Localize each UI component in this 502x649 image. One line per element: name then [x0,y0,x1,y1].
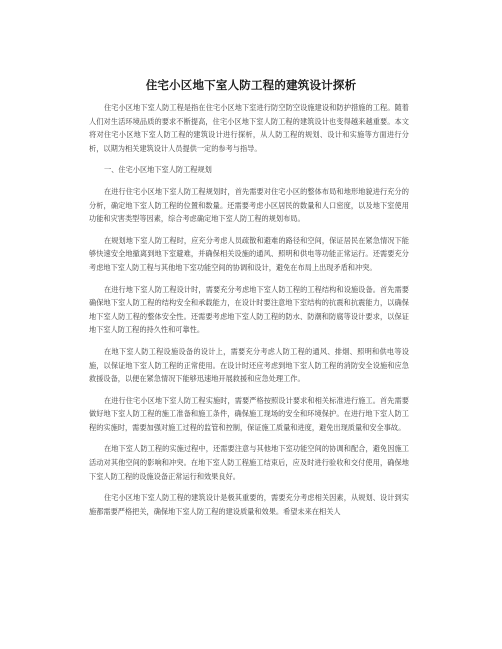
document-body [89,101,409,526]
document-title: 住宅小区地下室人防工程的建筑设计探析 [145,78,357,92]
paragraph-design-structure: 在进行地下室人防工程设计时，需要充分考虑地下室人防工程的工程结构和设施设备。首先需要确保地下室人防工程的结构安全和承载能力，在设计时要注意地下室结构的抗震和抗震能力，以确保地下室人防工程的整体安全性。还需要考虑地下室人防工程的防水、防潮和防腐等设计要求，以保证地下室人防工程的持久性和可靠性。 [89,284,409,335]
section-heading-planning: 一、住宅小区地下室人防工程规划 [104,165,212,175]
paragraph-implementation: 在进行住宅小区地下室人防工程实施时，需要严格按照设计要求和相关标准进行施工。首先需要做好地下室人防工程的施工准备和施工条件，确保施工现场的安全和环境保护。在进行地下室人防工程的实施时，需要加强对施工过程的监管和控制，保证施工质量和进度，避免出现质量和安全事故。 [89,395,409,432]
paragraph-planning-layout: 在进行住宅小区地下室人防工程规划时，首先需要对住宅小区的整体布局和地形地貌进行充分的分析，确定地下室人防工程的位置和数量。还需要考虑小区居民的数量和人口密度，以及地下室使用功能和灾害类型等因素，综合考虑确定地下室人防工程的规划布局。 [89,186,409,224]
paragraph-intro: 住宅小区地下室人防工程是指在住宅小区地下室进行防空防空设施建设和防护措施的工程。随着人们对生活环境品质的要求不断提高，住宅小区地下室人防工程的建筑设计也变得越来越重要。本文将对住宅小区地下室人防工程的建筑设计进行探析，从人防工程的规划、设计和实施等方面进行分析，以期为相关建筑设计人员提供一定的参考与指导。 [89,103,409,153]
paragraph-conclusion: 住宅小区地下室人防工程的建筑设计是极其重要的，需要充分考虑相关因素，从规划、设计到实施都需要严格把关，确保地下室人防工程的建设质量和效果。希望未来在相关人 [89,493,409,516]
paragraph-design-facilities: 在地下室人防工程设施设备的设计上，需要充分考虑人防工程的通风、排烟、照明和供电等设施，以保证地下室人防工程的正常使用。在设计时还应考虑到地下室人防工程的消防安全设施和应急救援设备，以便在紧急情况下能够迅速地开展救援和应急处理工作。 [89,346,409,384]
paragraph-implementation-coordination: 在地下室人防工程的实施过程中，还需要注意与其他地下室功能空间的协调和配合，避免因施工活动对其他空间的影响和冲突。在地下室人防工程施工结束后，应及时进行验收和交付使用，确保地下室人防工程的设施设备正常运行和效果良好。 [89,444,409,481]
paragraph-planning-evacuation: 在规划地下室人防工程时，应充分考虑人员疏散和避难的路径和空间，保证居民在紧急情况下能够快速安全地撤离到地下室避难，并确保相关设施的通风、照明和供电等功能正常运行。还需要充分考虑地下室人防工程与其他地下室功能空间的协调和设计，避免在布局上出现矛盾和冲突。 [89,235,409,272]
